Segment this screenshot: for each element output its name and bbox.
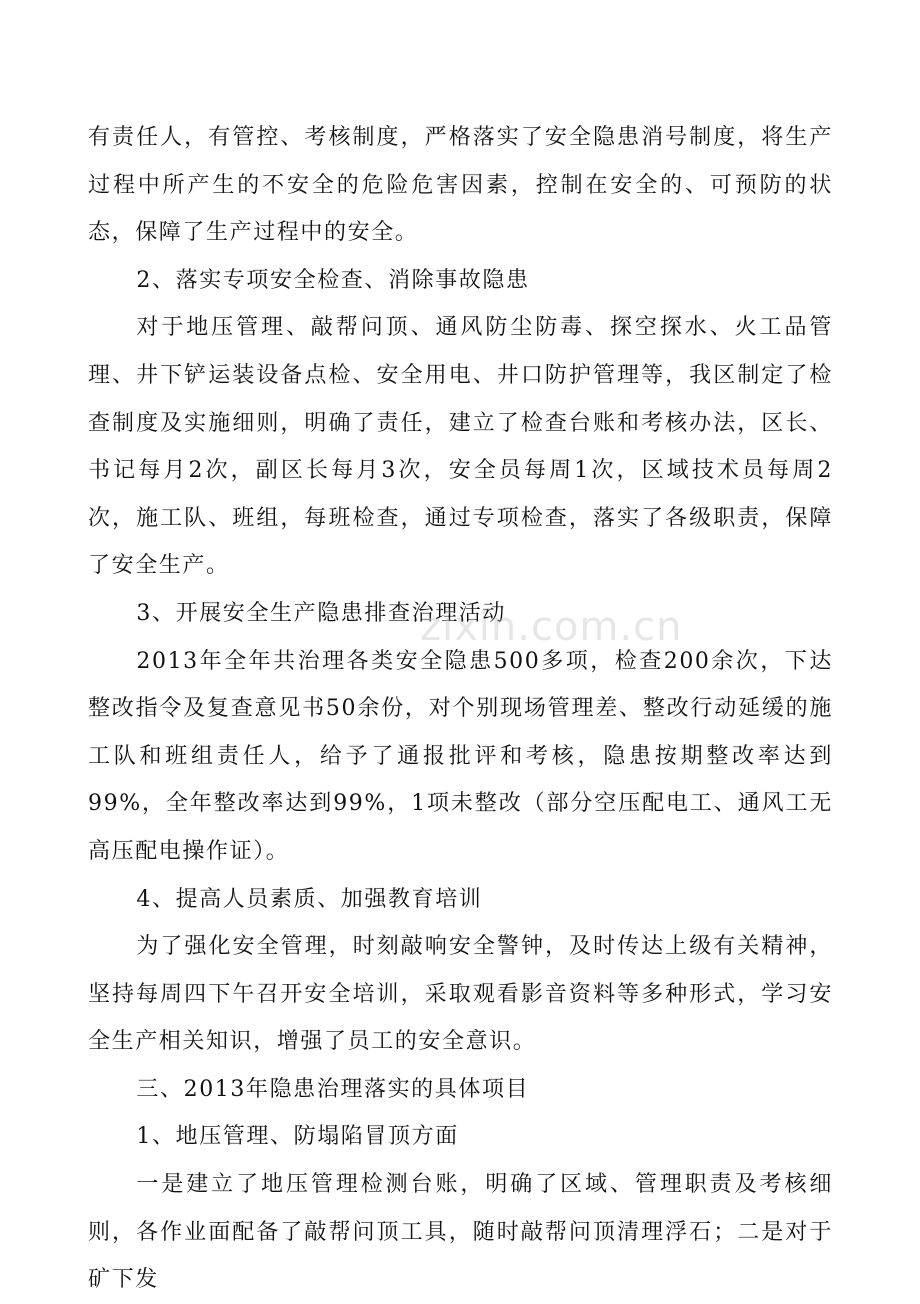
paragraph-training: 为了强化安全管理，时刻敲响安全警钟，及时传达上级有关精神，坚持每周四下午召开安全培训，采取观看影音资料等多种形式，学习安全生产相关知识，增强了员工的安全意识。: [88, 934, 833, 1055]
section-heading-ground-pressure: 1、地压管理、防塌陷冒顶方面: [136, 1124, 459, 1150]
paragraph-special-inspection: 对于地压管理、敲帮问顶、通风防尘防毒、探空探水、火工品管理、井下铲运装设备点检、安全用电、井口防护管理等，我区制定了检查制度及实施细则，明确了责任，建立了检查台账和考核办法，区长、书记每月2次，副区长每月3次，安全员每周1次，区域技术员每周2次，施工队、班组，每班检查，通过专项检查，落实了各级职责，保障了安全生产。: [88, 315, 833, 579]
paragraph-ground-pressure: 一是建立了地压管理检测台账，明确了区域、管理职责及考核细则，各作业面配备了敲帮问顶工具，随时敲帮问顶清理浮石；二是对于矿下发: [88, 1172, 833, 1293]
section-heading-2: 2、落实专项安全检查、消除事故隐患: [136, 267, 530, 293]
section-heading-4: 4、提高人员素质、加强教育培训: [136, 886, 483, 912]
section-heading-3: 3、开展安全生产隐患排查治理活动: [136, 600, 506, 626]
paragraph-continuation: 有责任人，有管控、考核制度，严格落实了安全隐患消号制度，将生产过程中所产生的不安全的危险危害因素，控制在安全的、可预防的状态，保障了生产过程中的安全。: [88, 125, 833, 246]
watermark-text: zixin.com.cn: [420, 604, 683, 650]
paragraph-hazard-remediation: 2013年全年共治理各类安全隐患500多项，检查200余次，下达整改指令及复查意见书50余份，对个别现场管理差、整改行动延缓的施工队和班组责任人，给予了通报批评和考核，隐患按期整改率达到99%，全年整改率达到99%，1项未整改（部分空压配电工、通风工无高压配电操作证）。: [88, 648, 833, 864]
document-body: [88, 114, 833, 1304]
chapter-heading-3: 三、2013年隐患治理落实的具体项目: [136, 1076, 530, 1102]
